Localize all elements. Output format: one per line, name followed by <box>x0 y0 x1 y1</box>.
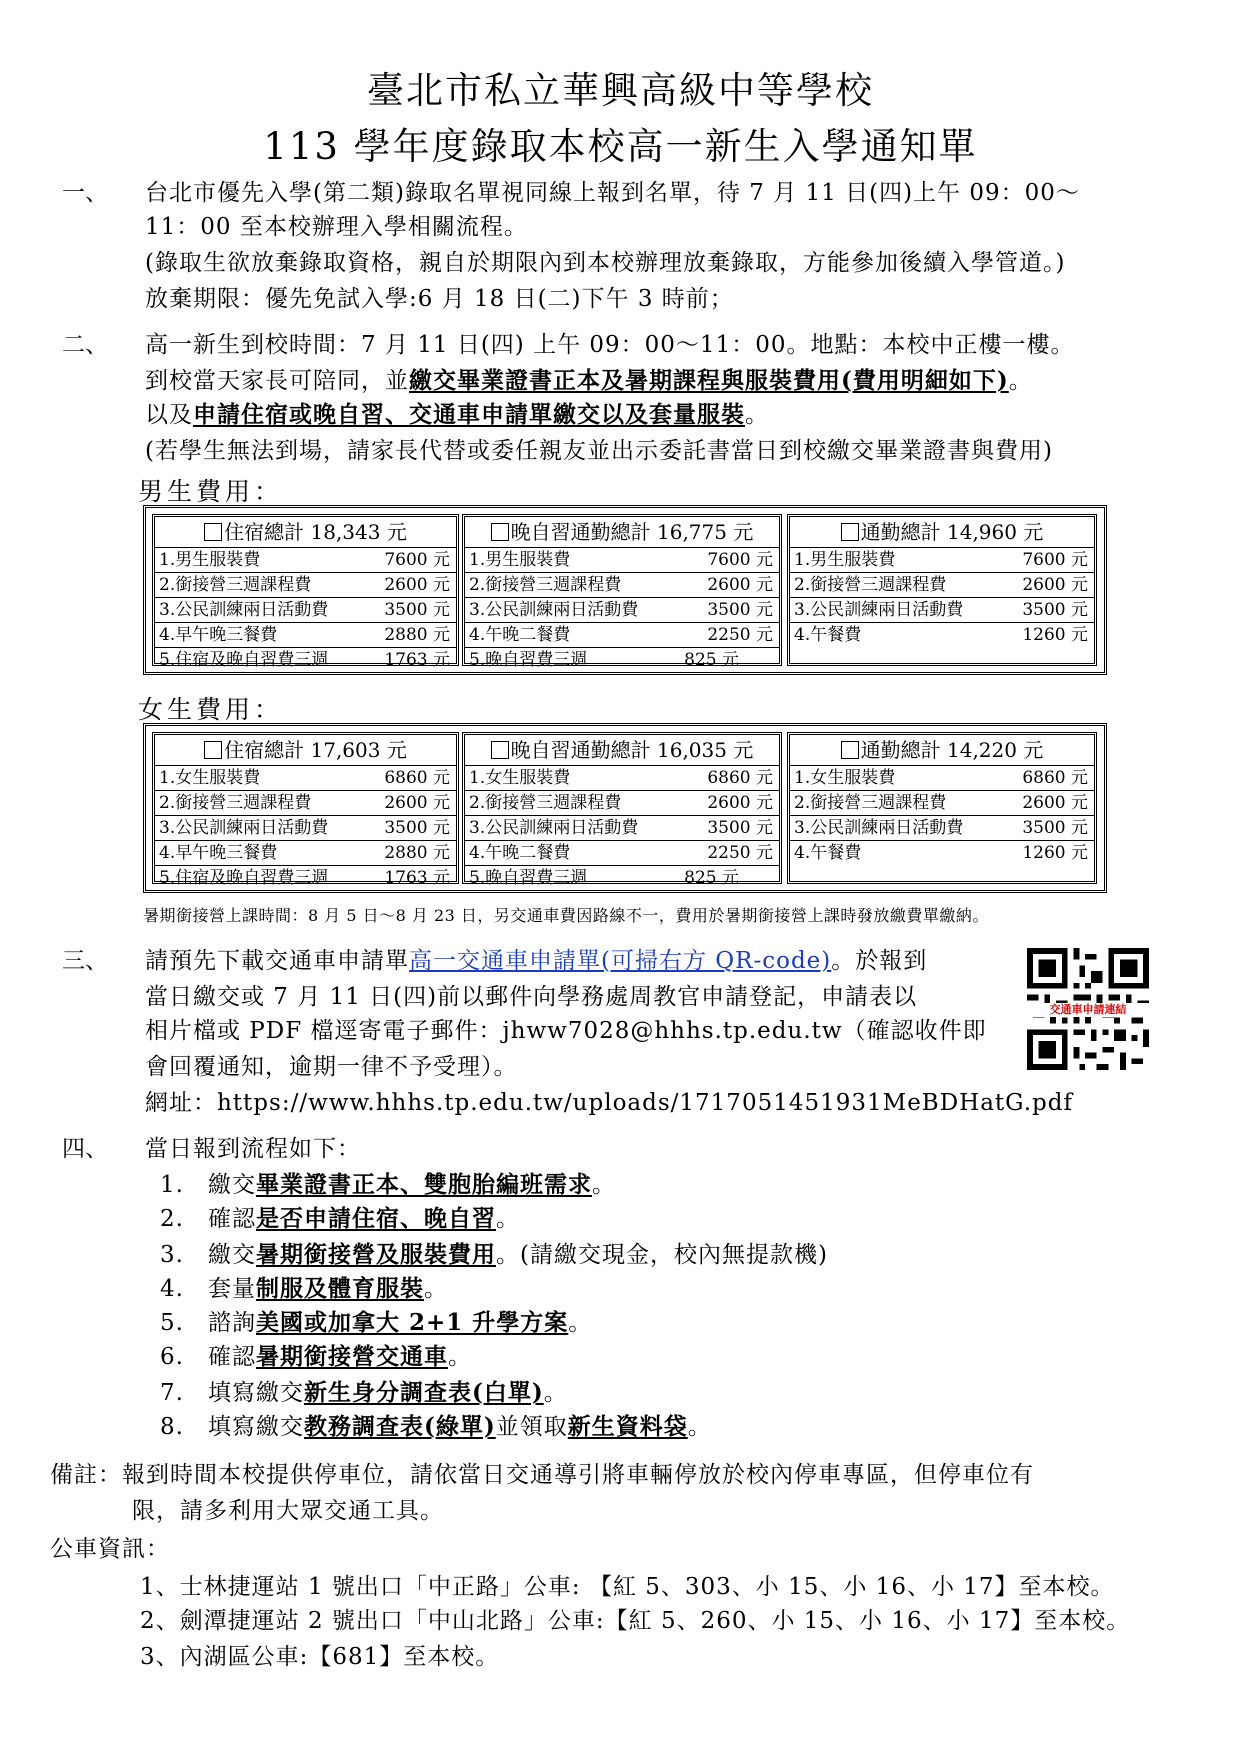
section-4-label: 四、 <box>62 1136 108 1162</box>
section-1-line-2: 11：00 至本校辦理入學相關流程。 <box>145 214 528 240</box>
notice-title: 113 學年度錄取本校高一新生入學通知單 <box>263 125 978 168</box>
step-item: 5. 諮詢美國或加拿大 2+1 升學方案。 <box>160 1309 593 1336</box>
boys-fee-heading: 男生費用： <box>138 477 284 506</box>
step-item: 6. 確認暑期銜接營交通車。 <box>160 1343 472 1370</box>
remarks-line-1: 備註：報到時間本校提供停車位，請依當日交通導引將車輛停放於校內停車專區，但停車位有 <box>50 1462 1034 1488</box>
section-3-label: 三、 <box>62 948 108 974</box>
boys-commute-panel: 通勤總計 14,960 元 1.男生服裝費 7600 元 2.銜接營三週課程費 2600 元 3.公民訓練兩日活動費 3500 元 4.午餐費 1260 元 <box>787 514 1097 666</box>
section-3-line-3: 相片檔或 PDF 檔逕寄電子郵件：jhww7028@hhhs.tp.edu.tw（確認收件即 <box>145 1018 987 1044</box>
fee-row: 2.銜接營三週課程費 2600 元 <box>790 573 1094 598</box>
bus-form-link[interactable]: 高一交通車申請單(可掃右方 QR-code) <box>409 948 832 974</box>
section-4-intro: 當日報到流程如下： <box>145 1136 361 1162</box>
fee-row: 4.午晚二餐費 2250 元 <box>465 623 779 648</box>
girls-commute-panel: 通勤總計 14,220 元 1.女生服裝費 6860 元 2.銜接營三週課程費 2600 元 3.公民訓練兩日活動費 3500 元 4.午餐費 1260 元 <box>787 732 1097 884</box>
fee-row: 4.午晚二餐費 2250 元 <box>465 841 779 866</box>
section-1-line-3: (錄取生欲放棄錄取資格，親自於期限內到本校辦理放棄錄取，方能參加後續入學管道。) <box>145 250 1066 276</box>
fee-row: 3.公民訓練兩日活動費 3500 元 <box>790 598 1094 623</box>
girls-fee-table <box>143 723 1107 893</box>
step-item: 4. 套量制服及體育服裝。 <box>160 1275 448 1302</box>
girls-fee-heading: 女生費用： <box>138 695 284 724</box>
fee-row: 4.午餐費 1260 元 <box>794 843 1088 863</box>
checkbox-icon[interactable] <box>841 741 859 759</box>
checkbox-icon[interactable] <box>491 523 509 541</box>
fee-row: 3.公民訓練兩日活動費 3500 元 <box>790 816 1094 841</box>
checkbox-icon[interactable] <box>204 523 222 541</box>
fee-row: 2.銜接營三週課程費 2600 元 <box>790 791 1094 816</box>
section-1-line-4: 放棄期限：優先免試入學:6 月 18 日(二)下午 3 時前； <box>145 286 734 312</box>
boys-dorm-panel: 住宿總計 18,343 元 1.男生服裝費 7600 元 2.銜接營三週課程費 2600 元 3.公民訓練兩日活動費 3500 元 4.早午晚三餐費 2880 元 5.住宿及晚自習費三週 1763 元 <box>152 514 459 666</box>
section-3-url[interactable]: 網址：https://www.hhhs.tp.edu.tw/uploads/1717051451931MeBDHatG.pdf <box>145 1090 1073 1116</box>
section-2-line-2: 到校當天家長可陪同，並繳交畢業證書正本及暑期課程與服裝費用(費用明細如下)。 <box>145 367 1033 394</box>
fee-row: 5.住宿及晚自習費三週 1763 元 <box>159 650 450 670</box>
remarks-line-2: 限，請多利用大眾交通工具。 <box>132 1498 444 1524</box>
fee-row: 1.女生服裝費 6860 元 <box>155 766 456 791</box>
camp-schedule-note: 暑期銜接營上課時間：8 月 5 日～8 月 23 日，另交通車費因路線不一，費用於暑期銜接營上課時發放繳費單繳納。 <box>143 906 989 925</box>
bus-line: 3、內湖區公車:【681】至本校。 <box>140 1644 500 1670</box>
boys-fee-table <box>143 505 1107 675</box>
fee-row: 2.銜接營三週課程費 2600 元 <box>155 791 456 816</box>
fee-row: 4.午餐費 1260 元 <box>794 625 1088 645</box>
fee-row: 2.銜接營三週課程費 2600 元 <box>155 573 456 598</box>
girls-dorm-panel: 住宿總計 17,603 元 1.女生服裝費 6860 元 2.銜接營三週課程費 2600 元 3.公民訓練兩日活動費 3500 元 4.早午晚三餐費 2880 元 5.住宿及晚自習費三週 1763 元 <box>152 732 459 884</box>
checkbox-icon[interactable] <box>491 741 509 759</box>
fee-row: 2.銜接營三週課程費 2600 元 <box>465 573 779 598</box>
girls-evening-panel: 晚自習通勤總計 16,035 元 1.女生服裝費 6860 元 2.銜接營三週課程費 2600 元 3.公民訓練兩日活動費 3500 元 4.午晚二餐費 2250 元 5.晚自習費三週 825 元 <box>462 732 782 884</box>
bus-heading: 公車資訊： <box>50 1536 170 1562</box>
fee-row: 5.住宿及晚自習費三週 1763 元 <box>159 868 450 888</box>
fee-row: 5.晚自習費三週 825 元 <box>469 868 739 888</box>
fee-row: 4.早午晚三餐費 2880 元 <box>155 623 456 648</box>
section-3-line-1: 請預先下載交通車申請單高一交通車申請單(可掃右方 QR-code)。於報到 <box>145 948 928 974</box>
fee-row: 1.女生服裝費 6860 元 <box>790 766 1094 791</box>
section-2-label: 二、 <box>62 332 108 358</box>
fee-row: 3.公民訓練兩日活動費 3500 元 <box>155 816 456 841</box>
step-item: 2. 確認是否申請住宿、晚自習。 <box>160 1205 520 1232</box>
section-3-line-2: 當日繳交或 7 月 11 日(四)前以郵件向學務處周教官申請登記，申請表以 <box>145 984 918 1010</box>
section-3-line-4: 會回覆通知，逾期一律不予受理）。 <box>145 1054 518 1080</box>
fee-row: 3.公民訓練兩日活動費 3500 元 <box>465 598 779 623</box>
step-item: 3. 繳交暑期銜接營及服裝費用。(請繳交現金，校內無提款機) <box>160 1241 828 1268</box>
fee-row: 3.公民訓練兩日活動費 3500 元 <box>465 816 779 841</box>
section-1-line-1: 台北市優先入學(第二類)錄取名單視同線上報到名單，待 7 月 11 日(四)上午 09：00～ <box>145 180 1080 206</box>
school-title: 臺北市私立華興高級中等學校 <box>367 69 874 112</box>
section-2-line-1: 高一新生到校時間：7 月 11 日(四) 上午 09：00～11：00。地點：本校中正樓一樓。 <box>145 332 1075 358</box>
fee-row: 1.男生服裝費 7600 元 <box>155 548 456 573</box>
bus-line: 2、劍潭捷運站 2 號出口「中山北路」公車:【紅 5、260、小 15、小 16、小 17】至本校。 <box>140 1608 1131 1634</box>
checkbox-icon[interactable] <box>204 741 222 759</box>
qr-caption: 交通車申請連結 <box>1027 1003 1149 1017</box>
fee-row: 3.公民訓練兩日活動費 3500 元 <box>155 598 456 623</box>
fee-row: 1.男生服裝費 7600 元 <box>790 548 1094 573</box>
checkbox-icon[interactable] <box>841 523 859 541</box>
section-2-line-3: 以及申請住宿或晚自習、交通車申請單繳交以及套量服裝。 <box>145 401 769 428</box>
boys-evening-panel: 晚自習通勤總計 16,775 元 1.男生服裝費 7600 元 2.銜接營三週課程費 2600 元 3.公民訓練兩日活動費 3500 元 4.午晚二餐費 2250 元 5.晚自習費三週 825 元 <box>462 514 782 666</box>
fee-row: 5.晚自習費三週 825 元 <box>469 650 739 670</box>
fee-row: 2.銜接營三週課程費 2600 元 <box>465 791 779 816</box>
fee-row: 1.女生服裝費 6860 元 <box>465 766 779 791</box>
section-1-label: 一、 <box>62 180 108 206</box>
section-2-line-4: (若學生無法到場，請家長代替或委任親友並出示委託書當日到校繳交畢業證書與費用) <box>145 438 1053 464</box>
bus-line: 1、士林捷運站 1 號出口「中正路」公車: 【紅 5、303、小 15、小 16、小 17】至本校。 <box>140 1574 1115 1600</box>
step-item: 8. 填寫繳交教務調查表(綠單)並領取新生資料袋。 <box>160 1413 712 1440</box>
fee-row: 4.早午晚三餐費 2880 元 <box>155 841 456 866</box>
step-item: 1. 繳交畢業證書正本、雙胞胎編班需求。 <box>160 1171 616 1198</box>
step-item: 7. 填寫繳交新生身分調查表(白單)。 <box>160 1379 568 1406</box>
fee-row: 1.男生服裝費 7600 元 <box>465 548 779 573</box>
